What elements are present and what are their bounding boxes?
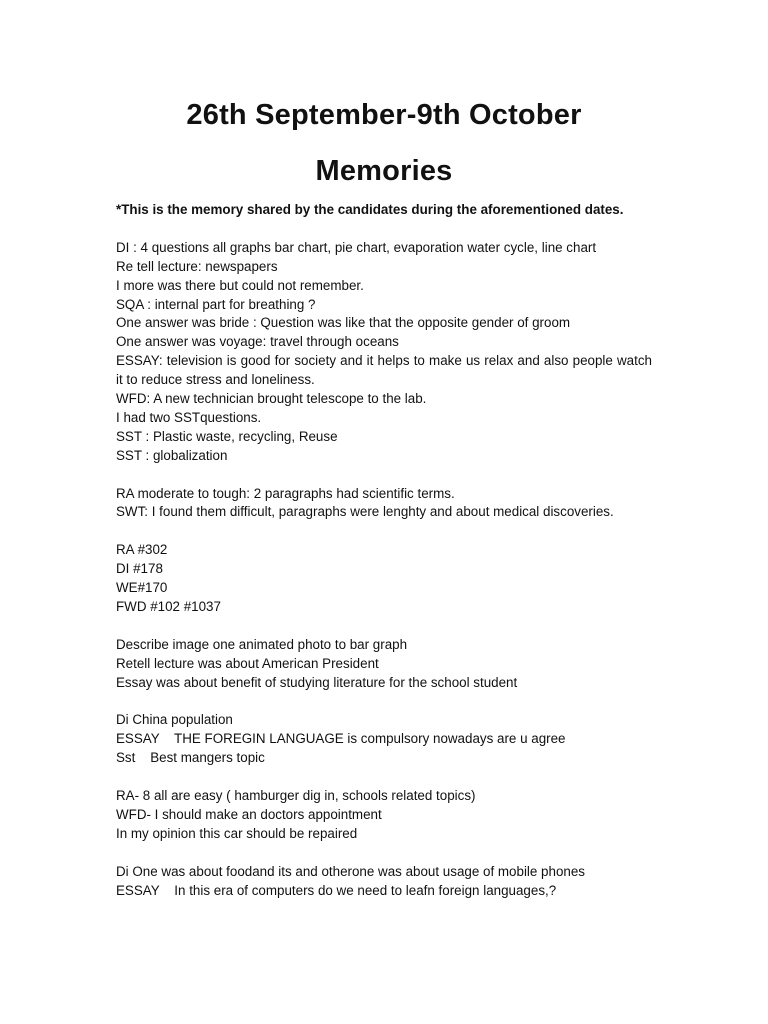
- page-title: 26th September-9th October: [186, 99, 582, 131]
- text-line: RA moderate to tough: 2 paragraphs had scientific terms.: [116, 485, 455, 501]
- text-line: ESSAY: television is good for society and it helps to make us relax and also people watch it to reduce stress and loneliness.: [116, 353, 652, 388]
- text-line: ESSAY In this era of computers do we need to leafn foreign languages,?: [116, 882, 557, 898]
- text-line: SST : Plastic waste, recycling, Reuse: [116, 428, 338, 444]
- text-line: DI : 4 questions all graphs bar chart, pie chart, evaporation water cycle, line chart: [116, 239, 597, 255]
- text-line: Re tell lecture: newspapers: [116, 258, 278, 274]
- text-line: One answer was bride : Question was like that the opposite gender of groom: [116, 315, 571, 331]
- text-line: Di One was about foodand its and otherone was about usage of mobile phones: [116, 863, 585, 879]
- text-line: SST : globalization: [116, 447, 228, 463]
- text-line: SWT: I found them difficult, paragraphs were lenghty and about medical discoveries.: [116, 504, 614, 520]
- text-line: One answer was voyage: travel through oceans: [116, 334, 399, 350]
- text-line: DI #178: [116, 561, 163, 577]
- paragraph-block: [116, 787, 652, 844]
- text-line: SQA : internal part for breathing ?: [116, 296, 316, 312]
- paragraph-block: [116, 711, 652, 768]
- paragraph-block: [116, 541, 652, 617]
- text-line: WFD: A new technician brought telescope to the lab.: [116, 391, 427, 407]
- text-line: RA- 8 all are easy ( hamburger dig in, schools related topics): [116, 788, 476, 803]
- text-line: Essay was about benefit of studying literature for the school student: [116, 674, 518, 690]
- paragraph-block: [116, 636, 652, 693]
- text-line: Sst Best mangers topic: [116, 750, 265, 766]
- text-line: Retell lecture was about American President: [116, 655, 379, 671]
- text-line: I more was there but could not remember.: [116, 277, 364, 293]
- document-body: [116, 201, 652, 919]
- text-line: FWD #102 #1037: [116, 598, 221, 614]
- text-line: ESSAY THE FOREGIN LANGUAGE is compulsory nowadays are u agree: [116, 731, 566, 747]
- paragraph-block: [116, 485, 652, 523]
- paragraph-block: [116, 863, 652, 901]
- text-line: Describe image one animated photo to bar graph: [116, 636, 408, 652]
- page-subtitle: Memories: [315, 155, 453, 187]
- text-line: WE#170: [116, 580, 168, 596]
- text-line: WFD- I should make an doctors appointment: [116, 806, 382, 822]
- text-line: I had two SSTquestions.: [116, 409, 262, 425]
- text-line: In my opinion this car should be repaired: [116, 825, 358, 841]
- text-line: Di China population: [116, 712, 233, 728]
- paragraph-block: [116, 239, 652, 466]
- text-line: RA #302: [116, 542, 168, 558]
- intro-note: *This is the memory shared by the candidates during the aforementioned dates.: [116, 202, 624, 217]
